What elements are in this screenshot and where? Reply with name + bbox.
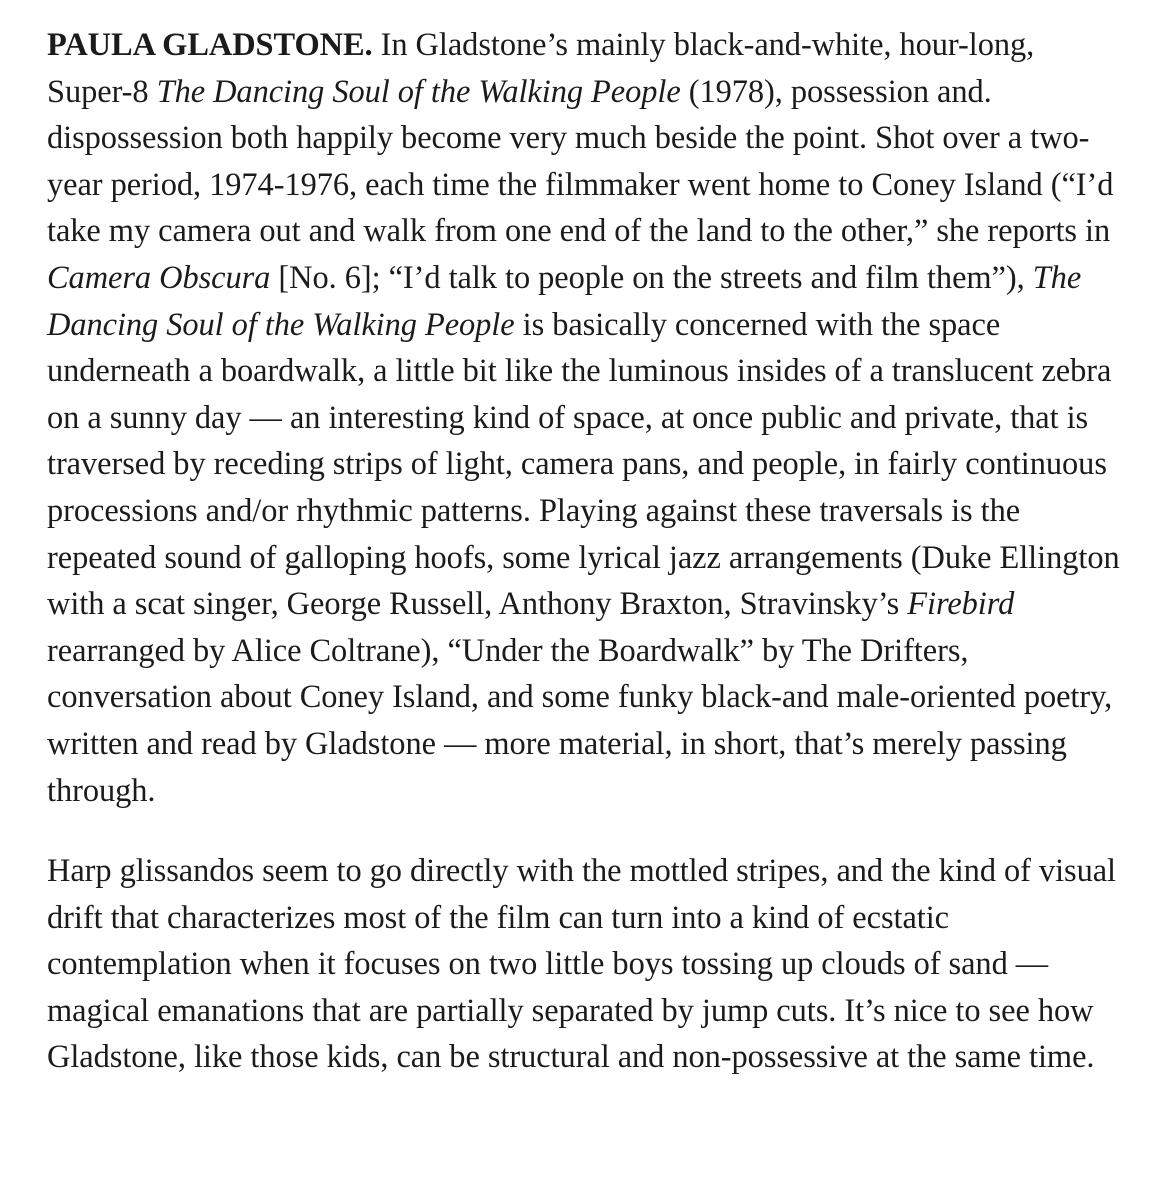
film-title: The Dancing Soul of the Walking People <box>47 259 1082 343</box>
paragraph-text: rearranged by Alice Coltrane), “Under the Boardwalk” by The Drifters, conversation about Coney Island, and some funky black-and male-oriented poetry, written and read by Gladstone — more material, in short, that’s merely passing through. <box>47 632 1113 809</box>
article-body <box>47 22 1127 1081</box>
publication-title: Camera Obscura <box>47 259 271 296</box>
paragraph-text: (1978), possession and. dispossession both happily become very much beside the point. Shot over a two-year period, 1974-1976, each time the filmmaker went home to Coney Island (“I’d take my camera out and walk from one end of the land to the other,” she reports in <box>47 73 1114 250</box>
entry-heading: PAULA GLADSTONE. <box>47 27 373 63</box>
paragraph-text: Harp glissandos seem to go directly with the mottled stripes, and the kind of visual drift that characterizes most of the film can turn into a kind of ecstatic contemplation when it focuses on two little boys tossing up clouds of sand — magical emanations that are partially separated by jump cuts. It’s nice to see how Gladstone, like those kids, can be structural and non-possessive at the same time. <box>47 853 1117 1076</box>
paragraph-text: is basically concerned with the space underneath a boardwalk, a little bit like the luminous insides of a translucent zebra on a sunny day — an interesting kind of space, at once public and private, that is traversed by receding strips of light, camera pans, and people, in fairly continuous processions and/or rhythmic patterns. Playing against these traversals is the repeated sound of galloping hoofs, some lyrical jazz arrangements (Duke Ellington with a scat singer, George Russell, Anthony Braxton, Stravinsky’s <box>47 306 1120 623</box>
paragraph-1 <box>47 22 1127 814</box>
music-title: Firebird <box>907 586 1015 623</box>
paragraph-2 <box>47 848 1127 1081</box>
paragraph-text: [No. 6]; “I’d talk to people on the streets and film them”), <box>270 259 1033 296</box>
paragraph-text: In Gladstone’s mainly black-and-white, hour-long, Super-8 <box>47 27 1035 110</box>
film-title: The Dancing Soul of the Walking People <box>156 73 681 110</box>
